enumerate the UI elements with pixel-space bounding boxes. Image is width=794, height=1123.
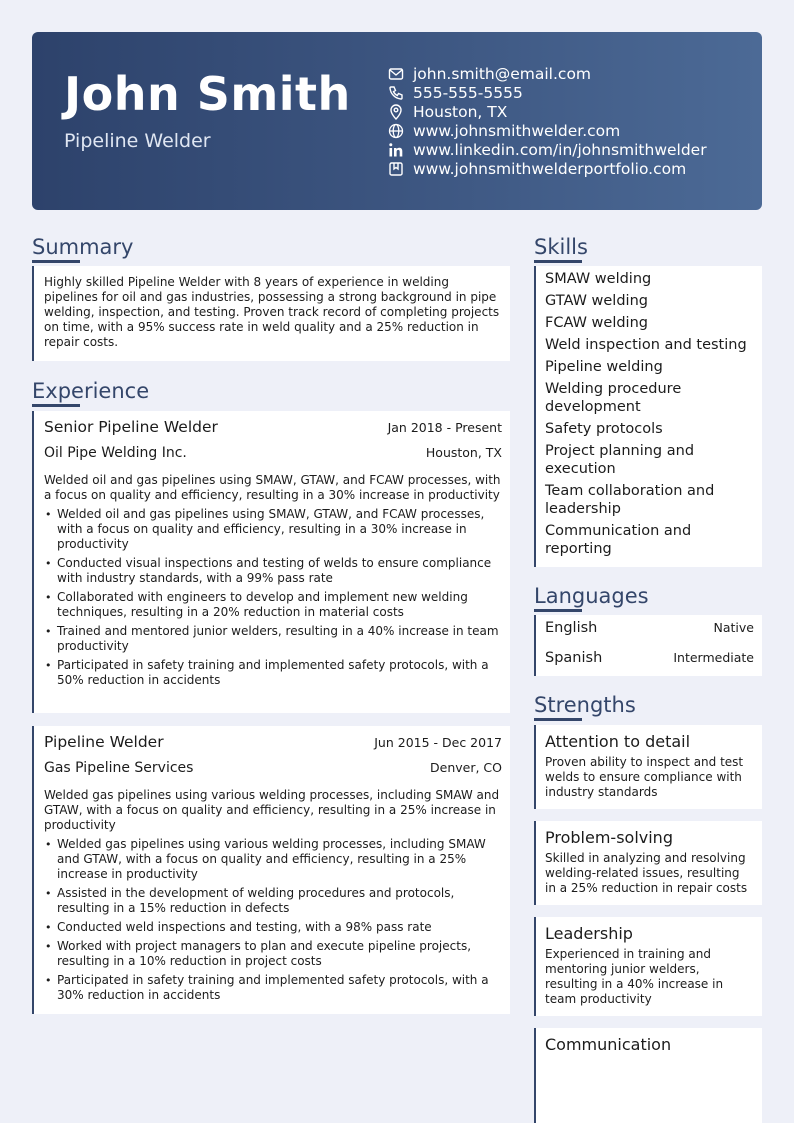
strengths-heading: Strengths: [534, 693, 636, 717]
skill-item: Weld inspection and testing: [545, 337, 747, 353]
linkedin-icon: [388, 142, 404, 158]
strength-card: [534, 917, 762, 1016]
skills-list: [534, 266, 762, 567]
summary-section: [32, 266, 510, 361]
strength-text: Skilled in analyzing and resolving welding-related issues, resulting in a 25% reduction in repair costs: [545, 851, 748, 895]
skills-heading-underline: [534, 260, 582, 263]
language-row: [545, 620, 754, 650]
job-date: Jun 2015 - Dec 2017: [374, 735, 502, 750]
strengths-heading-underline: [534, 718, 582, 721]
job-bullet: • Trained and mentored junior welders, resulting in a 40% increase in team productivity: [44, 624, 502, 654]
skill-item: Pipeline welding: [545, 359, 663, 375]
job-date: Jan 2018 - Present: [387, 420, 502, 435]
job-bullet: • Conducted weld inspections and testing, with a 98% pass rate: [44, 920, 502, 935]
language-name: Spanish: [545, 650, 603, 666]
strength-text: Experienced in training and mentoring junior welders, resulting in a 40% increase in team productivity: [545, 947, 724, 1006]
experience-heading: Experience: [32, 379, 150, 403]
job-bullet: • Welded oil and gas pipelines using SMAW, GTAW, and FCAW processes, with a focus on quality and efficiency, resulting in a 30% increase in productivity: [44, 507, 502, 552]
contact-location-text: Houston, TX: [413, 102, 508, 121]
language-level: Intermediate: [673, 650, 754, 665]
skill-item: SMAW welding: [545, 271, 652, 287]
skill-item: Safety protocols: [545, 421, 663, 437]
job-company: Oil Pipe Welding Inc.: [44, 445, 187, 461]
job-bullet: • Participated in safety training and implemented safety protocols, with a 30% reduction in accidents: [44, 973, 502, 1003]
strength-text: Proven ability to inspect and test welds to ensure compliance with industry standards: [545, 755, 744, 799]
contact-website[interactable]: [388, 121, 707, 140]
job-bullet: • Participated in safety training and implemented safety protocols, with a 50% reduction in accidents: [44, 658, 502, 688]
job-bullet: • Worked with project managers to plan and execute pipeline projects, resulting in a 10% reduction in project costs: [44, 939, 502, 969]
language-row: [545, 650, 754, 680]
job-bullets: [44, 837, 502, 1003]
languages-list: [534, 615, 762, 676]
contact-phone-text: 555-555-5555: [413, 83, 523, 102]
strength-card: [534, 725, 762, 809]
portfolio-icon: [388, 161, 404, 177]
strength-card: [534, 1028, 762, 1123]
job-entry: [32, 726, 510, 1014]
location-icon: [388, 104, 404, 120]
job-description: Welded gas pipelines using various welding processes, including SMAW and GTAW, with a focus on quality and efficiency, resulting in a 25% increase in productivity: [44, 788, 500, 832]
job-bullet: • Welded gas pipelines using various welding processes, including SMAW and GTAW, with a focus on quality and efficiency, resulting in a 25% increase in productivity: [44, 837, 502, 882]
skill-item: Project planning and execution: [545, 443, 695, 477]
job-bullet: • Assisted in the development of welding procedures and protocols, resulting in a 15% reduction in defects: [44, 886, 502, 916]
job-bullets: [44, 507, 502, 688]
candidate-name: John Smith: [64, 67, 351, 121]
job-bullet: • Collaborated with engineers to develop and implement new welding techniques, resulting in a 20% reduction in material costs: [44, 590, 502, 620]
globe-icon: [388, 123, 404, 139]
skill-item: Welding procedure development: [545, 381, 682, 415]
languages-heading: Languages: [534, 584, 649, 608]
contact-location: [388, 102, 707, 121]
job-bullet: • Conducted visual inspections and testing of welds to ensure compliance with industry standards, with a 99% pass rate: [44, 556, 502, 586]
job-title: Pipeline Welder: [44, 733, 164, 751]
job-title: Senior Pipeline Welder: [44, 418, 218, 436]
job-description: Welded oil and gas pipelines using SMAW, GTAW, and FCAW processes, with a focus on quality and efficiency, resulting in a 30% increase in productivity: [44, 473, 501, 502]
job-entry: [32, 411, 510, 713]
summary-heading: Summary: [32, 235, 134, 259]
skills-heading: Skills: [534, 235, 588, 259]
resume-header: [32, 32, 762, 210]
skill-item: FCAW welding: [545, 315, 648, 331]
contact-portfolio-text: www.johnsmithwelderportfolio.com: [413, 159, 687, 178]
skill-item: Communication and reporting: [545, 523, 692, 557]
contact-linkedin[interactable]: [388, 140, 707, 159]
contact-phone[interactable]: [388, 83, 707, 102]
languages-heading-underline: [534, 609, 582, 612]
summary-heading-underline: [32, 260, 80, 263]
job-location: Denver, CO: [430, 760, 502, 775]
experience-heading-underline: [32, 404, 80, 407]
contact-portfolio[interactable]: [388, 159, 707, 178]
strength-title: Leadership: [545, 924, 633, 943]
language-name: English: [545, 620, 598, 636]
contact-linkedin-text: www.linkedin.com/in/johnsmithwelder: [413, 140, 707, 159]
job-company: Gas Pipeline Services: [44, 760, 194, 776]
candidate-role: Pipeline Welder: [64, 130, 211, 152]
contact-email-text: john.smith@email.com: [413, 64, 592, 83]
phone-icon: [388, 85, 404, 101]
strength-title: Problem-solving: [545, 828, 673, 847]
strength-title: Attention to detail: [545, 732, 691, 751]
contact-list: [388, 64, 707, 178]
strength-title: Communication: [545, 1035, 672, 1054]
skill-item: GTAW welding: [545, 293, 648, 309]
contact-email[interactable]: [388, 64, 707, 83]
email-icon: [388, 66, 404, 82]
language-level: Native: [713, 620, 754, 635]
strength-card: [534, 821, 762, 905]
skill-item: Team collaboration and leadership: [545, 483, 715, 517]
job-location: Houston, TX: [425, 445, 502, 460]
summary-text: Highly skilled Pipeline Welder with 8 years of experience in welding pipelines for oil and gas industries, possessing a strong background in pipe welding, inspection, and testing. Proven track record of completing projects on time, with a 95% success rate in weld quality and a 25% reduction in repair costs.: [44, 275, 500, 349]
contact-website-text: www.johnsmithwelder.com: [413, 121, 621, 140]
